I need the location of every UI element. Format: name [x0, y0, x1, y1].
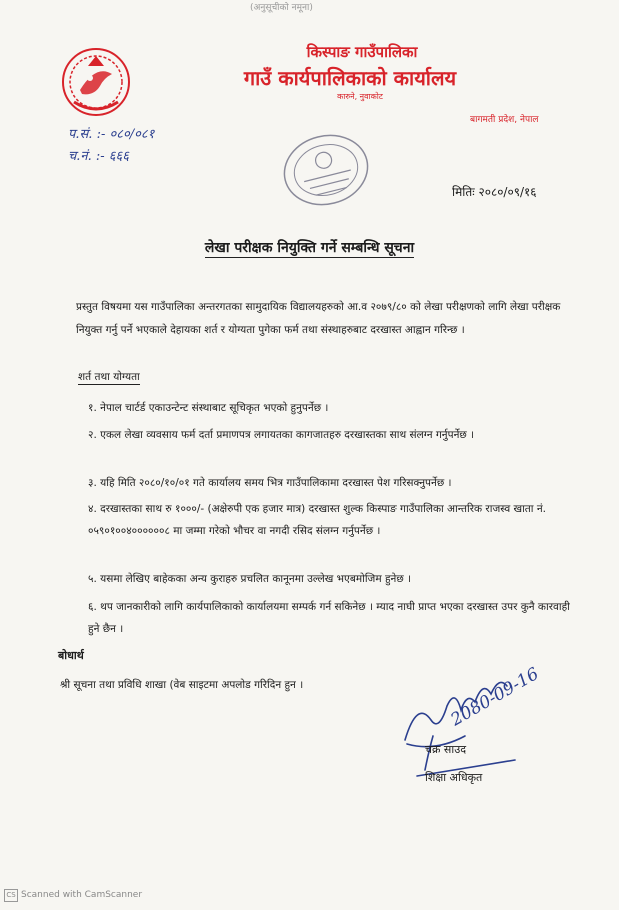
condition-item-1: १. नेपाल चार्टर्ड एकाउन्टेन्ट संस्थाबाट सूचिकृत भएको हुनुपर्नेछ ।	[88, 402, 329, 414]
office-title: गाउँ कार्यपालिकाको कार्यालय	[243, 66, 457, 90]
chalani-number: च.नं. :- ६६६	[68, 149, 130, 164]
signature-date: 2080-09-16	[447, 664, 543, 731]
patra-sankhya: प.सं. :- ०८०/०८१	[68, 127, 155, 142]
camscanner-icon: CS	[4, 889, 18, 902]
notice-title-text: लेखा परीक्षक नियुक्ति गर्ने सम्बन्धि सूचना	[204, 240, 415, 256]
conditions-heading: शर्त तथा योग्यता	[78, 371, 140, 383]
signatory-designation: शिक्षा अधिकृत	[425, 771, 483, 784]
top-cut-text: (अनुसूचीको नमूना)	[250, 3, 313, 13]
camscanner-text: Scanned with CamScanner	[21, 890, 143, 900]
signatory-name: चक्र साउद	[425, 743, 467, 756]
bodharth-label: बोधार्थ	[58, 649, 84, 662]
condition-item-5: ५. यसमा लेखिए बाहेकका अन्य कुराहरु प्रचलित कानूनमा उल्लेख भएबमोजिम हुनेछ ।	[88, 573, 412, 585]
condition-item-3: ३. यहि मिति २०८०/१०/०१ गते कार्यालय समय भित्र गाउँपालिकामा दरखास्त पेश गरिसक्नुपर्नेछ ।	[88, 477, 452, 489]
nepal-emblem-icon	[60, 44, 132, 120]
condition-item-2: २. एकल लेखा व्यवसाय फर्म दर्ता प्रमाणपत्र लगायतका कागजातहरु दरखास्तका साथ संलग्न गर्नुपर्नेछ ।	[88, 429, 475, 441]
notice-date: मितिः २०८०/०९/१६	[452, 185, 537, 199]
cc-line: श्री सूचना तथा प्रविधि शाखा (वेब साइटमा अपलोड गरिदिन हुन ।	[60, 679, 304, 691]
notice-title	[0, 238, 619, 257]
signature-icon	[395, 640, 585, 780]
intro-paragraph: प्रस्तुत विषयमा यस गाउँपालिका अन्तरगतका सामुदायिक विद्यालयहरुको आ.व २०७९/८० को लेखा परीक्षणको लागि लेखा परीक्षक नियुक्त गर्नु पर्ने भएकाले देहायका शर्त र योग्यता पुगेका फर्म तथा संस्थाहरुबाट दरखास्त आह्वान गरिन्छ ।	[76, 301, 561, 336]
camscanner-footer	[4, 889, 142, 902]
office-stamp-icon	[278, 130, 374, 210]
office-address: कारुने, नुवाकोट	[337, 92, 383, 101]
condition-item-4: ४. दरखास्तका साथ रु १०००/- (अक्षेरुपी एक हजार मात्र) दरखास्त शुल्क किस्पाङ गाउँपालिका आन्तरिक राजस्व खाता नं. ०५९०१००४००००००८ मा जम्मा गरेको भौचर वा नगदी रसिद संलग्न गर्नुपर्नेछ ।	[88, 503, 547, 537]
province-label: बागमती प्रदेश, नेपाल	[470, 115, 539, 125]
condition-item-6: ६. थप जानकारीको लागि कार्यपालिकाको कार्यालयमा सम्पर्क गर्न सकिनेछ । म्याद नाघी प्राप्त भएका दरखास्त उपर कुनै कारवाही हुने छैन ।	[88, 601, 570, 635]
office-name: किस्पाङ गाउँपालिका	[306, 43, 418, 61]
